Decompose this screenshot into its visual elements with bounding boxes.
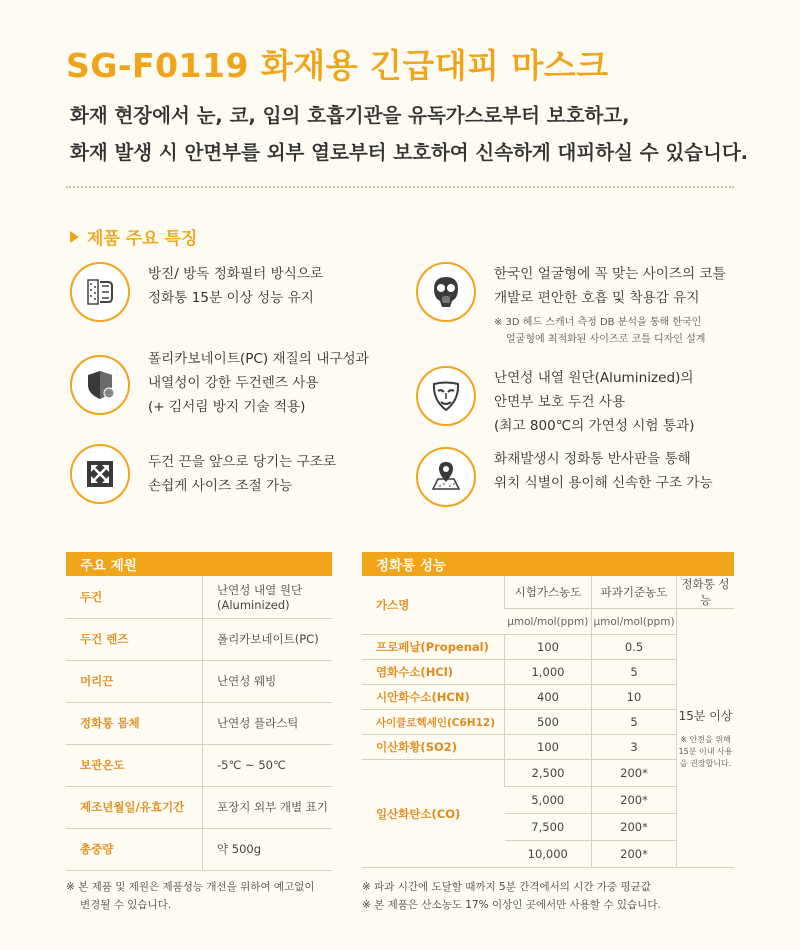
spec-value: 난연성 웨빙 xyxy=(203,660,333,702)
face-mask-icon xyxy=(416,366,476,426)
table-row xyxy=(66,618,332,660)
table-row xyxy=(66,744,332,786)
col-gas-header: 가스명 xyxy=(362,576,505,635)
col-test-header: 시험가스농도 xyxy=(505,576,592,609)
feature-text: (+ 김서림 방지 기술 적용) xyxy=(148,399,306,415)
specs-table xyxy=(66,576,332,871)
unit-break: μmol/mol(ppm) xyxy=(592,609,677,635)
feature-text: 폴리카보네이트(PC) 재질의 내구성과 xyxy=(148,351,369,367)
break-conc: 5 xyxy=(592,710,677,735)
spec-key: 보관온도 xyxy=(66,744,203,786)
perf-value: 15분 이상 xyxy=(678,708,733,723)
spec-value: 폴리카보네이트(PC) xyxy=(203,618,333,660)
performance-table xyxy=(362,576,734,868)
table-row xyxy=(66,702,332,744)
gas-name: 일산화탄소(CO) xyxy=(362,760,505,868)
gas-name: 시안화수소(HCN) xyxy=(362,685,505,710)
dotted-divider xyxy=(66,186,734,188)
gas-name: 염화수소(HCl) xyxy=(362,660,505,685)
test-conc: 7,500 xyxy=(505,814,592,841)
feature-text: 위치 식별이 용이해 신속한 구조 가능 xyxy=(494,475,713,491)
test-conc: 2,500 xyxy=(505,760,592,787)
break-conc: 200* xyxy=(592,814,677,841)
spec-value: 난연성 내열 원단 xyxy=(217,582,303,597)
page-title: SG-F0119 화재용 긴급대피 마스크 xyxy=(66,46,609,85)
resize-arrows-icon xyxy=(70,444,130,504)
col-perf-header: 정화통 성능 xyxy=(677,576,735,609)
location-pin-icon xyxy=(416,447,476,507)
performance-heading: 정화통 성능 xyxy=(362,552,734,576)
test-conc: 10,000 xyxy=(505,841,592,868)
features-heading xyxy=(70,224,197,249)
spec-value: 난연성 플라스틱 xyxy=(203,702,333,744)
spec-value: 포장지 외부 개별 표기 xyxy=(203,786,333,828)
gas-mask-icon xyxy=(416,262,476,322)
test-conc: 5,000 xyxy=(505,787,592,814)
subtitle-line-2: 화재 발생 시 안면부를 외부 열로부터 보호하여 신속하게 대피하실 수 있습니다. xyxy=(70,141,749,164)
gas-name: 프로페날(Propenal) xyxy=(362,635,505,660)
table-row xyxy=(66,660,332,702)
break-conc: 200* xyxy=(592,841,677,868)
feature-reflector xyxy=(416,447,713,507)
feature-note: ※ 3D 헤드 스캐너 측정 DB 분석을 통해 한국인 xyxy=(494,317,702,328)
features-heading-text: 제품 주요 특징 xyxy=(87,229,198,249)
footnote-line: 변경될 수 있습니다. xyxy=(80,899,172,911)
break-conc: 10 xyxy=(592,685,677,710)
footnote-line: ※ 본 제품 및 제원은 제품성능 개선을 위하여 예고없이 xyxy=(66,881,315,893)
spec-value: -5℃ ~ 50℃ xyxy=(203,744,333,786)
perf-note: 을 권장합니다. xyxy=(679,758,732,768)
gas-name: 이산화황(SO2) xyxy=(362,735,505,760)
feature-text: 방진/ 방독 정화필터 방식으로 xyxy=(148,266,324,282)
test-conc: 100 xyxy=(505,735,592,760)
feature-text: 화재발생시 정화통 반사판을 통해 xyxy=(494,451,691,467)
table-row xyxy=(66,828,332,870)
spec-key: 머리끈 xyxy=(66,660,203,702)
break-conc: 5 xyxy=(592,660,677,685)
break-conc: 3 xyxy=(592,735,677,760)
footnote-line: ※ 본 제품은 산소농도 17% 이상인 곳에서만 사용할 수 있습니다. xyxy=(362,899,661,911)
spec-value: (Aluminized) xyxy=(217,597,290,612)
shield-icon xyxy=(70,355,130,415)
specs-footnote xyxy=(66,878,315,914)
perf-note: 15분 이내 사용 xyxy=(678,746,733,756)
feature-filter xyxy=(70,262,323,322)
unit-test: μmol/mol(ppm) xyxy=(505,609,592,635)
filter-icon xyxy=(70,262,130,322)
test-conc: 1,000 xyxy=(505,660,592,685)
subtitle-line-1: 화재 현장에서 눈, 코, 입의 호흡기관을 유독가스로부터 보호하고, xyxy=(70,104,630,127)
feature-size-adjust xyxy=(70,444,336,504)
test-conc: 400 xyxy=(505,685,592,710)
break-conc: 200* xyxy=(592,760,677,787)
feature-nosecup xyxy=(416,262,726,348)
feature-hood xyxy=(416,366,694,438)
spec-key: 제조년월일/유효기간 xyxy=(66,786,203,828)
feature-text: 개발로 편안한 호흡 및 착용감 유지 xyxy=(494,290,700,306)
feature-text: 난연성 내열 원단(Aluminized)의 xyxy=(494,370,694,386)
specs-heading: 주요 제원 xyxy=(66,552,332,576)
feature-text: (최고 800℃의 가연성 시험 통과) xyxy=(494,418,695,434)
spec-value: 약 500g xyxy=(203,828,333,870)
table-row xyxy=(66,576,332,618)
feature-lens xyxy=(70,347,369,419)
performance-footnote xyxy=(362,878,661,914)
feature-text: 정화통 15분 이상 성능 유지 xyxy=(148,290,314,306)
table-row xyxy=(66,786,332,828)
spec-key: 두건 xyxy=(66,576,203,618)
test-conc: 100 xyxy=(505,635,592,660)
gas-name: 사이클로헥세인(C6H12) xyxy=(362,710,505,735)
col-break-header: 파과기준농도 xyxy=(592,576,677,609)
spec-key: 정화통 몸체 xyxy=(66,702,203,744)
feature-text: 손쉽게 사이즈 조절 가능 xyxy=(148,478,293,494)
spec-key: 두건 렌즈 xyxy=(66,618,203,660)
feature-text: 두건 끈을 앞으로 당기는 구조로 xyxy=(148,454,336,470)
test-conc: 500 xyxy=(505,710,592,735)
break-conc: 0.5 xyxy=(592,635,677,660)
bullet-arrow-icon xyxy=(70,231,79,243)
footnote-line: ※ 파과 시간에 도달할 때까지 5분 간격에서의 시간 가중 평균값 xyxy=(362,881,651,893)
break-conc: 200* xyxy=(592,787,677,814)
table-row xyxy=(362,576,734,609)
feature-text: 안면부 보호 두건 사용 xyxy=(494,394,626,410)
feature-text: 내열성이 강한 두건렌즈 사용 xyxy=(148,375,319,391)
feature-note: 얼굴형에 최적화된 사이즈로 코틀 디자인 설계 xyxy=(506,334,706,345)
spec-key: 총중량 xyxy=(66,828,203,870)
feature-text: 한국인 얼굴형에 꼭 맞는 사이즈의 코틀 xyxy=(494,266,726,282)
perf-note: ※ 안전을 위해 xyxy=(680,734,731,744)
perf-cell xyxy=(677,609,735,868)
